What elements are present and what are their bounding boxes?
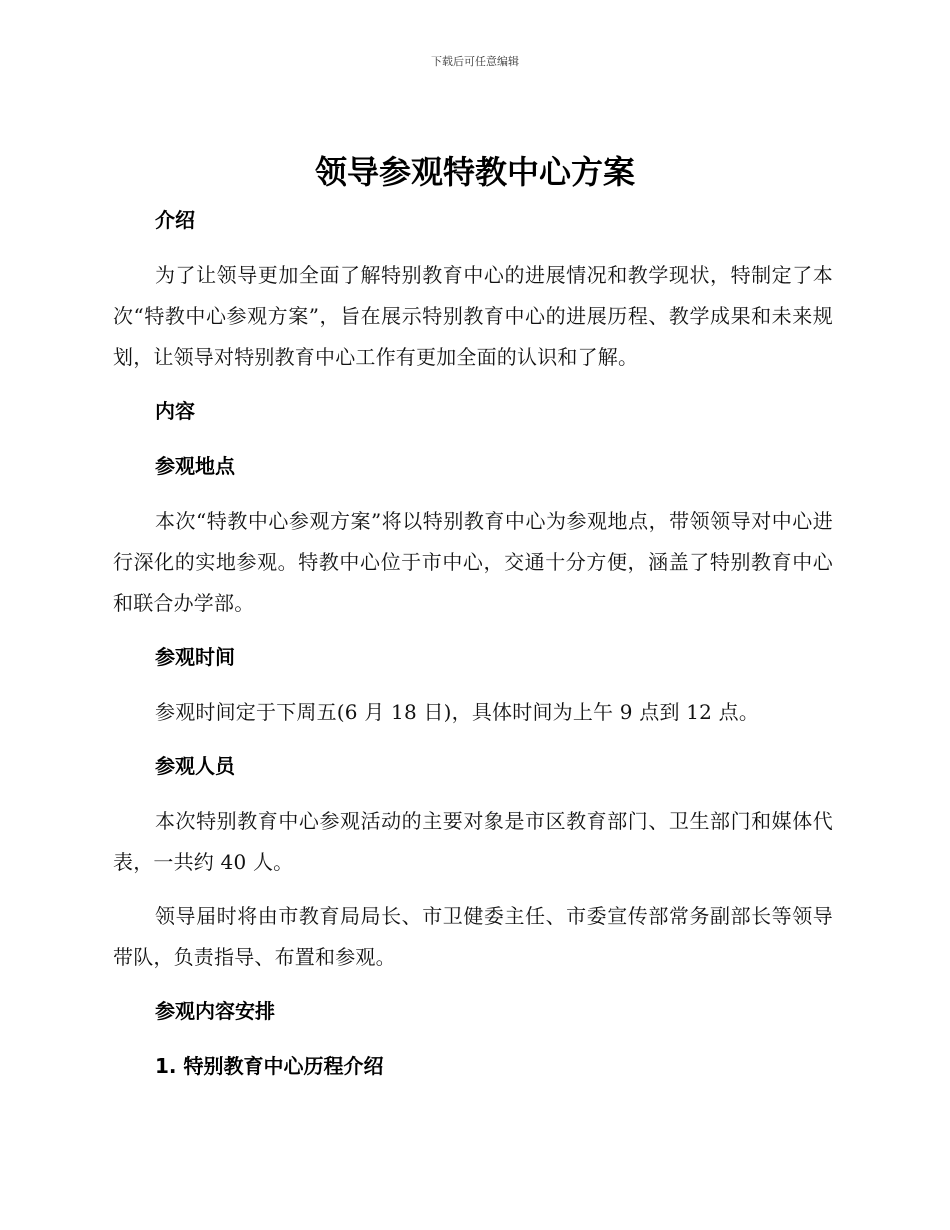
paragraph-location: 本次“特教中心参观方案”将以特别教育中心为参观地点，带领领导对中心进行深化的实地参观。特教中心位于市中心，交通十分方便，涵盖了特别教育中心和联合办学部。 [113, 509, 833, 615]
section-heading-schedule: 参观内容安排 [155, 999, 275, 1023]
section-heading-location: 参观地点 [155, 454, 235, 478]
section-heading-content: 内容 [155, 399, 195, 423]
paragraph-intro: 为了让领导更加全面了解特别教育中心的进展情况和教学现状，特制定了本次“特教中心参观方案”，旨在展示特别教育中心的进展历程、教学成果和未来规划，让领导对特别教育中心工作有更加全面的认识和了解。 [113, 263, 833, 369]
section-heading-time: 参观时间 [155, 645, 235, 669]
section-heading-history: 1. 特别教育中心历程介绍 [155, 1054, 384, 1078]
paragraph-leaders: 领导届时将由市教育局局长、市卫健委主任、市委宣传部常务副部长等领导带队，负责指导、布置和参观。 [113, 904, 833, 969]
document-title: 领导参观特教中心方案 [314, 153, 635, 191]
paragraph-participants: 本次特别教育中心参观活动的主要对象是市区教育部门、卫生部门和媒体代表，一共约 40 人。 [113, 809, 833, 874]
section-heading-participants: 参观人员 [155, 754, 235, 778]
section-heading-intro: 介绍 [155, 208, 195, 232]
page-header-note: 下载后可任意编辑 [431, 55, 519, 68]
paragraph-time: 参观时间定于下周五(6 月 18 日)，具体时间为上午 9 点到 12 点。 [155, 700, 760, 724]
document-body [113, 200, 833, 1101]
